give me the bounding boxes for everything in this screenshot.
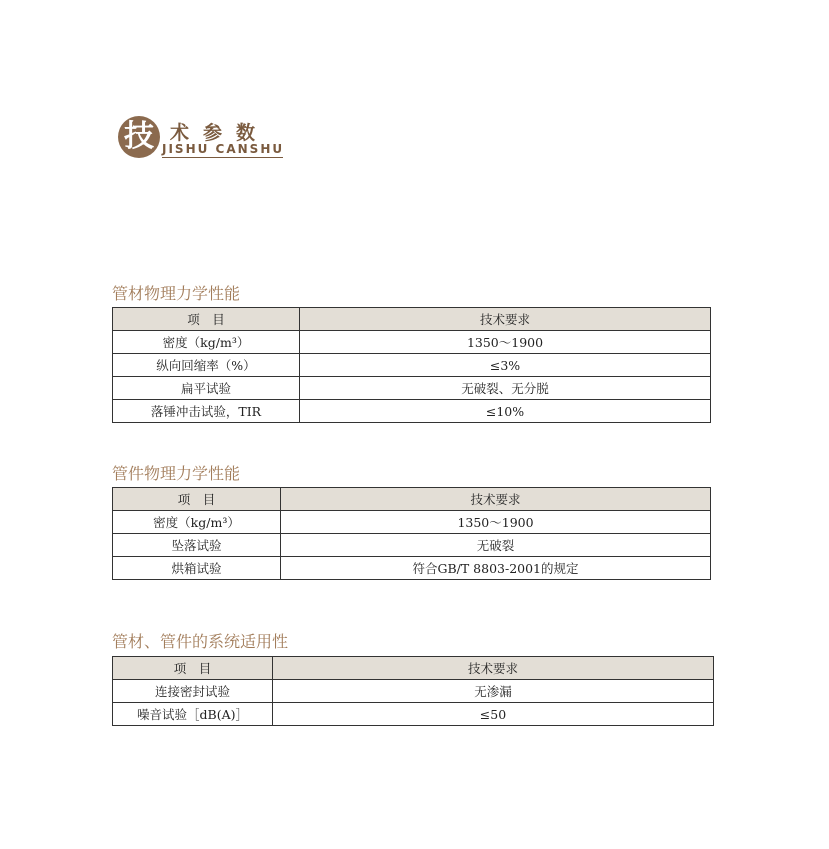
- cell-item: 纵向回缩率（%）: [113, 354, 300, 377]
- table-row: [113, 680, 714, 703]
- logo-underline: [162, 157, 283, 158]
- cell-requirement: 符合GB/T 8803-2001的规定: [281, 557, 711, 580]
- header-item: 项 目: [113, 657, 273, 680]
- cell-item: 密度（kg/m³）: [113, 511, 281, 534]
- section-title-system: 管材、管件的系统适用性: [112, 632, 289, 651]
- table-header-row: [113, 657, 714, 680]
- logo-title-cn: 术参数: [170, 122, 270, 144]
- header-requirement: 技术要求: [281, 488, 711, 511]
- section-title-fitting: 管件物理力学性能: [112, 464, 241, 483]
- cell-item: 坠落试验: [113, 534, 281, 557]
- table-row: [113, 377, 711, 400]
- spec-table-fitting: [112, 487, 711, 580]
- cell-requirement: ≤50: [273, 703, 714, 726]
- cell-item: 扁平试验: [113, 377, 300, 400]
- cell-requirement: 无破裂: [281, 534, 711, 557]
- logo-circle-char: 技: [118, 116, 160, 158]
- spec-table-system: [112, 656, 714, 726]
- header-item: 项 目: [113, 488, 281, 511]
- header-requirement: 技术要求: [273, 657, 714, 680]
- cell-requirement: 无渗漏: [273, 680, 714, 703]
- cell-item: 烘箱试验: [113, 557, 281, 580]
- header-requirement: 技术要求: [300, 308, 711, 331]
- cell-item: 密度（kg/m³）: [113, 331, 300, 354]
- table-row: [113, 331, 711, 354]
- cell-requirement: 1350～1900: [300, 331, 711, 354]
- cell-item: 落锤冲击试验，TIR: [113, 400, 300, 423]
- table-header-row: [113, 308, 711, 331]
- header-item: 项 目: [113, 308, 300, 331]
- table-row: [113, 703, 714, 726]
- cell-requirement: 1350～1900: [281, 511, 711, 534]
- table-row: [113, 557, 711, 580]
- cell-requirement: ≤10%: [300, 400, 711, 423]
- table-row: [113, 400, 711, 423]
- table-header-row: [113, 488, 711, 511]
- cell-item: 噪音试验［dB(A)］: [113, 703, 273, 726]
- table-row: [113, 511, 711, 534]
- table-row: [113, 534, 711, 557]
- table-row: [113, 354, 711, 377]
- cell-requirement: ≤3%: [300, 354, 711, 377]
- section-logo: [118, 114, 288, 162]
- section-title-pipe: 管材物理力学性能: [112, 284, 241, 303]
- cell-item: 连接密封试验: [113, 680, 273, 703]
- spec-table-pipe: [112, 307, 711, 423]
- logo-title-en: JISHU CANSHU: [162, 142, 285, 156]
- cell-requirement: 无破裂、无分脱: [300, 377, 711, 400]
